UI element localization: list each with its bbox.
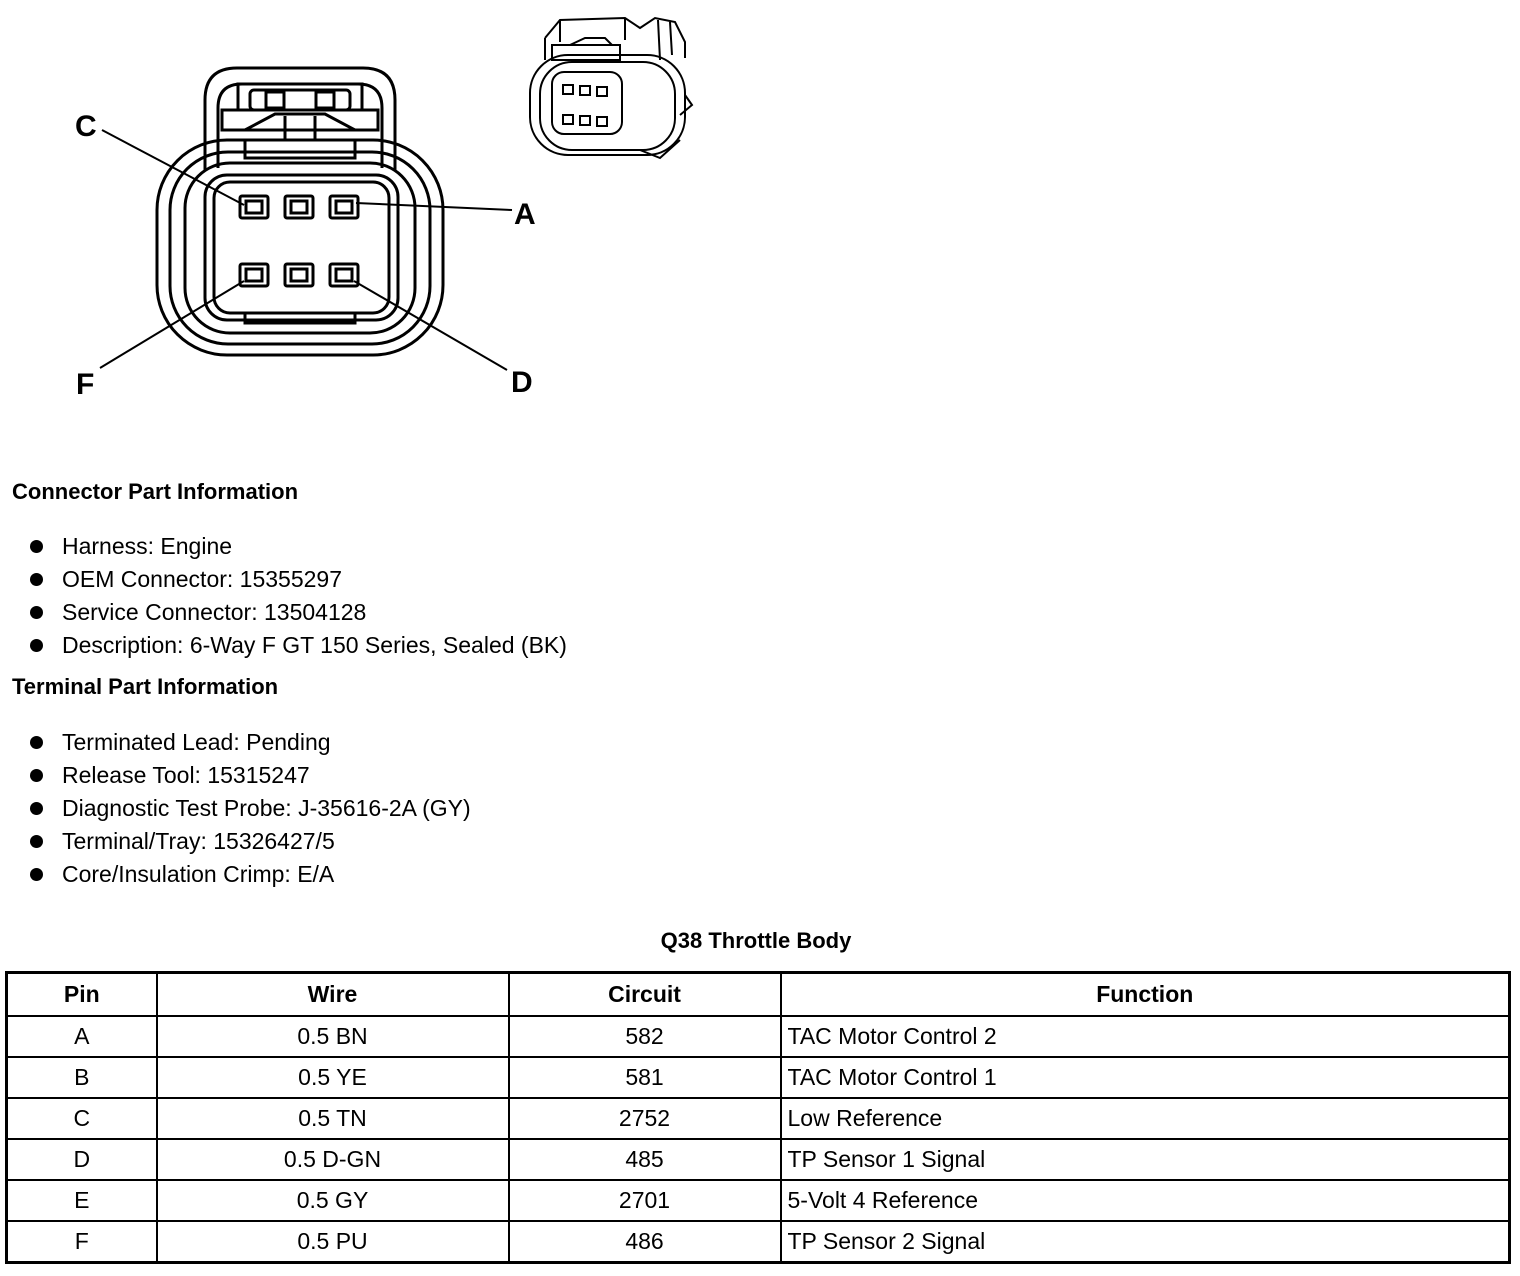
cell-pin: B xyxy=(7,1057,157,1098)
cell-pin: E xyxy=(7,1180,157,1221)
cell-wire: 0.5 YE xyxy=(157,1057,509,1098)
table-row xyxy=(7,1139,1510,1180)
connector-face-diagram xyxy=(0,0,720,420)
header-function: Function xyxy=(781,973,1510,1017)
table-title: Q38 Throttle Body xyxy=(660,928,852,953)
cell-function: TP Sensor 1 Signal xyxy=(781,1139,1510,1180)
pinout-table xyxy=(5,971,1511,1264)
terminal-info-list xyxy=(30,726,471,891)
cell-function: TP Sensor 2 Signal xyxy=(781,1221,1510,1263)
list-item: Service Connector: 13504128 xyxy=(30,596,567,629)
cell-circuit: 2701 xyxy=(509,1180,781,1221)
table-row xyxy=(7,1180,1510,1221)
cell-circuit: 581 xyxy=(509,1057,781,1098)
connector-face-body xyxy=(157,68,443,355)
cell-wire: 0.5 BN xyxy=(157,1016,509,1057)
cell-circuit: 485 xyxy=(509,1139,781,1180)
connector-3d-view xyxy=(530,18,692,158)
list-item: Release Tool: 15315247 xyxy=(30,759,471,792)
cell-function: TAC Motor Control 1 xyxy=(781,1057,1510,1098)
header-circuit: Circuit xyxy=(509,973,781,1017)
list-item: Terminated Lead: Pending xyxy=(30,726,471,759)
table-row xyxy=(7,1057,1510,1098)
cell-function: 5-Volt 4 Reference xyxy=(781,1180,1510,1221)
cell-circuit: 2752 xyxy=(509,1098,781,1139)
cell-function: Low Reference xyxy=(781,1098,1510,1139)
list-item: Terminal/Tray: 15326427/5 xyxy=(30,825,471,858)
table-row xyxy=(7,1221,1510,1263)
list-item: Description: 6-Way F GT 150 Series, Sealed (BK) xyxy=(30,629,567,662)
cell-pin: C xyxy=(7,1098,157,1139)
cell-function: TAC Motor Control 2 xyxy=(781,1016,1510,1057)
cell-pin: D xyxy=(7,1139,157,1180)
header-pin: Pin xyxy=(7,973,157,1017)
cell-wire: 0.5 GY xyxy=(157,1180,509,1221)
cell-wire: 0.5 TN xyxy=(157,1098,509,1139)
pin-callout-d: D xyxy=(511,366,533,399)
cell-wire: 0.5 PU xyxy=(157,1221,509,1263)
table-row xyxy=(7,1016,1510,1057)
cell-circuit: 486 xyxy=(509,1221,781,1263)
list-item: Diagnostic Test Probe: J-35616-2A (GY) xyxy=(30,792,471,825)
pin-callout-a: A xyxy=(514,198,536,231)
pin-callout-c: C xyxy=(75,110,97,143)
cell-pin: F xyxy=(7,1221,157,1263)
terminal-info-title: Terminal Part Information xyxy=(12,674,279,699)
table-row xyxy=(7,1098,1510,1139)
header-wire: Wire xyxy=(157,973,509,1017)
connector-info-list xyxy=(30,530,567,662)
cell-circuit: 582 xyxy=(509,1016,781,1057)
cell-pin: A xyxy=(7,1016,157,1057)
list-item: Core/Insulation Crimp: E/A xyxy=(30,858,471,891)
table-header-row xyxy=(7,973,1510,1017)
cell-wire: 0.5 D-GN xyxy=(157,1139,509,1180)
pin-callout-f: F xyxy=(76,368,95,401)
connector-info-title: Connector Part Information xyxy=(12,479,299,504)
list-item: OEM Connector: 15355297 xyxy=(30,563,567,596)
list-item: Harness: Engine xyxy=(30,530,567,563)
